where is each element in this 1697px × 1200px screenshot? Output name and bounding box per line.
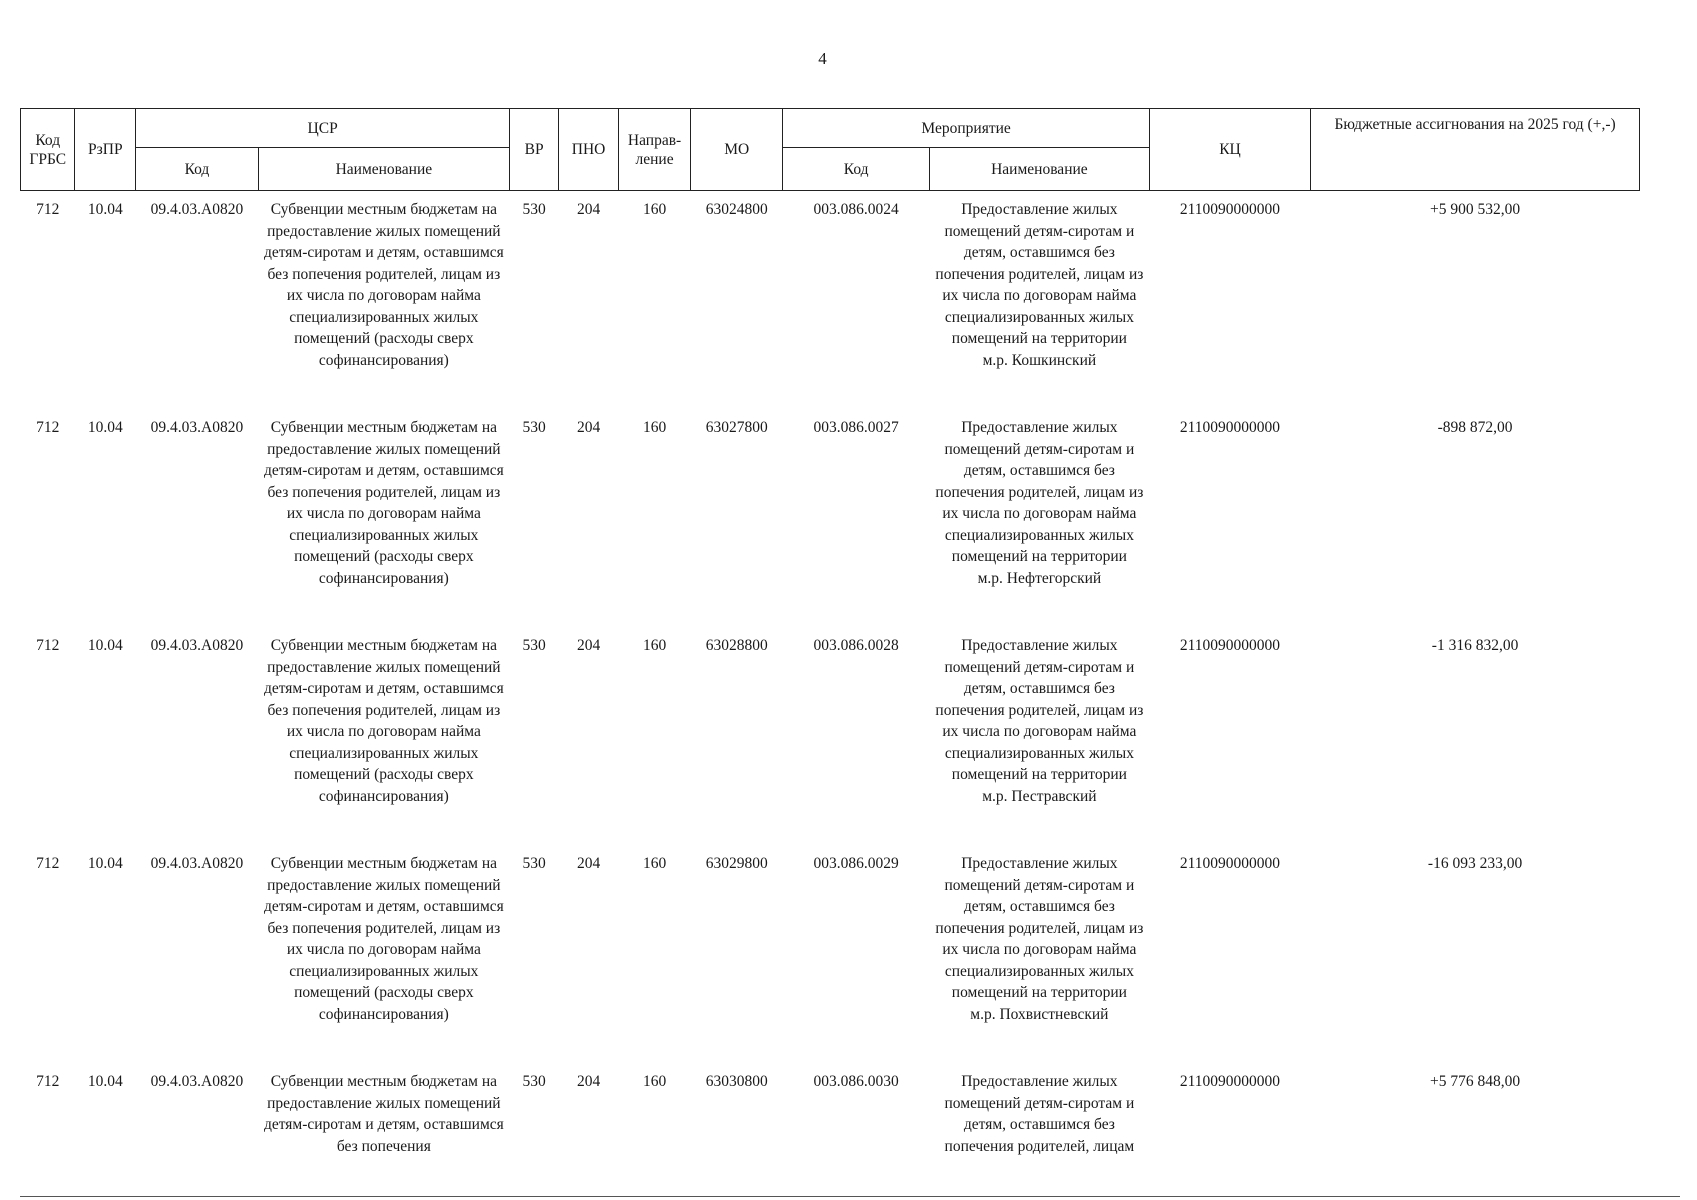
cell-csr-code: 09.4.03.А0820	[150, 419, 244, 436]
cell-event-name	[929, 845, 1149, 1063]
cell-event-name	[929, 627, 1149, 845]
cell-kc: 2110090000000	[1179, 1073, 1281, 1090]
cell-amount: -898 872,00	[1437, 419, 1513, 436]
cell-napravlenie: 160	[642, 1073, 667, 1090]
cell-grbs: 712	[36, 201, 60, 218]
cell-kc: 2110090000000	[1179, 637, 1281, 654]
cell-pno: 204	[576, 419, 601, 436]
table-row	[21, 409, 1640, 627]
event-district: м.р. Пестравский	[982, 787, 1097, 805]
cell-rzpr: 10.04	[87, 855, 123, 872]
cell-mo: 63030800	[705, 1073, 768, 1090]
cell-amount: -16 093 233,00	[1427, 855, 1523, 872]
cell-event-code: 003.086.0027	[813, 419, 899, 436]
cell-vr: 530	[522, 201, 546, 218]
header-mer-kod: Код	[783, 148, 930, 191]
table-row	[21, 1063, 1640, 1171]
header-budget: Бюджетные ассигнования на 2025 год (+,-)	[1311, 109, 1640, 191]
cell-napravlenie: 160	[642, 637, 667, 654]
event-district: м.р. Кошкинский	[982, 351, 1097, 369]
cell-amount: -1 316 832,00	[1431, 637, 1519, 654]
cell-kc: 2110090000000	[1179, 201, 1281, 218]
header-mo: МО	[691, 109, 783, 191]
header-meropriyatie: Мероприятие	[783, 109, 1150, 148]
cell-amount: +5 776 848,00	[1429, 1073, 1521, 1090]
cell-event-name	[929, 1063, 1149, 1171]
header-kc: КЦ	[1149, 109, 1310, 191]
table-row	[21, 845, 1640, 1063]
cell-csr-name: Субвенции местным бюджетам на предоставление жилых помещений детям-сиротам и детям, оставшимся без попечения родителей, лицам из их числа по договорам найма специализированных жилых помещений (расходы сверх софинансирования)	[263, 855, 504, 1023]
cell-vr: 530	[522, 855, 546, 872]
cell-event-name	[929, 409, 1149, 627]
cell-csr-code: 09.4.03.А0820	[150, 1073, 244, 1090]
cell-csr-name: Субвенции местным бюджетам на предоставление жилых помещений детям-сиротам и детям, оставшимся без попечения родителей, лицам из их числа по договорам найма специализированных жилых помещений (расходы сверх софинансирования)	[263, 201, 504, 369]
cell-mo: 63027800	[705, 419, 768, 436]
cell-kc: 2110090000000	[1179, 855, 1281, 872]
page-bottom-border	[20, 1196, 1680, 1197]
cell-rzpr: 10.04	[87, 201, 123, 218]
table-row	[21, 627, 1640, 845]
table-header	[21, 109, 1640, 191]
cell-csr-name: Субвенции местным бюджетам на предоставление жилых помещений детям-сиротам и детям, оставшимся без попечения родителей, лицам из их числа по договорам найма специализированных жилых помещений (расходы сверх софинансирования)	[263, 637, 504, 805]
table-body	[21, 191, 1640, 1172]
cell-amount: +5 900 532,00	[1429, 201, 1521, 218]
cell-napravlenie: 160	[642, 855, 667, 872]
cell-vr: 530	[522, 1073, 546, 1090]
event-district: м.р. Нефтегорский	[977, 569, 1102, 587]
cell-event-code: 003.086.0029	[813, 855, 899, 872]
event-district: м.р. Похвистневский	[970, 1005, 1109, 1023]
cell-grbs: 712	[36, 419, 60, 436]
cell-csr-name: Субвенции местным бюджетам на предоставление жилых помещений детям-сиротам и детям, оставшимся без попечения родителей, лицам из их числа по договорам найма специализированных жилых помещений (расходы сверх софинансирования)	[263, 419, 504, 587]
table-row	[21, 191, 1640, 410]
cell-rzpr: 10.04	[87, 637, 123, 654]
cell-mo: 63024800	[705, 201, 768, 218]
cell-grbs: 712	[36, 855, 60, 872]
event-name-text: Предоставление жилых помещений детям-сиротам и детям, оставшимся без попечения родителей, лицам	[944, 1073, 1135, 1155]
header-napravlenie: Направ-ление	[618, 109, 690, 191]
cell-grbs: 712	[36, 637, 60, 654]
header-vr: ВР	[510, 109, 559, 191]
cell-csr-code: 09.4.03.А0820	[150, 201, 244, 218]
header-mer-name: Наименование	[929, 148, 1149, 191]
cell-pno: 204	[576, 637, 601, 654]
cell-csr-name: Субвенции местным бюджетам на предоставление жилых помещений детям-сиротам и детям, оставшимся без попечения	[263, 1073, 504, 1155]
cell-kc: 2110090000000	[1179, 419, 1281, 436]
header-kod-grbs: Код ГРБС	[21, 109, 75, 191]
cell-csr-code: 09.4.03.А0820	[150, 637, 244, 654]
cell-napravlenie: 160	[642, 419, 667, 436]
header-csr-name: Наименование	[258, 148, 509, 191]
event-name-text: Предоставление жилых помещений детям-сиротам и детям, оставшимся без попечения родителей, лицам из их числа по договорам найма специализированных жилых помещений на территории	[935, 855, 1144, 1001]
header-pno: ПНО	[559, 109, 619, 191]
cell-rzpr: 10.04	[87, 1073, 123, 1090]
header-csr-kod: Код	[136, 148, 259, 191]
event-name-text: Предоставление жилых помещений детям-сиротам и детям, оставшимся без попечения родителей, лицам из их числа по договорам найма специализированных жилых помещений на территории	[935, 419, 1144, 565]
cell-pno: 204	[576, 855, 601, 872]
cell-csr-code: 09.4.03.А0820	[150, 855, 244, 872]
event-name-text: Предоставление жилых помещений детям-сиротам и детям, оставшимся без попечения родителей, лицам из их числа по договорам найма специализированных жилых помещений на территории	[935, 201, 1144, 347]
page-number: 4	[818, 49, 827, 68]
cell-event-code: 003.086.0030	[813, 1073, 899, 1090]
budget-table	[20, 108, 1640, 1171]
cell-vr: 530	[522, 637, 546, 654]
cell-pno: 204	[576, 201, 601, 218]
cell-vr: 530	[522, 419, 546, 436]
cell-rzpr: 10.04	[87, 419, 123, 436]
cell-mo: 63029800	[705, 855, 768, 872]
cell-event-code: 003.086.0024	[813, 201, 899, 218]
header-rzpr: РзПР	[75, 109, 136, 191]
cell-grbs: 712	[36, 1073, 60, 1090]
header-csr: ЦСР	[136, 109, 510, 148]
cell-event-code: 003.086.0028	[813, 637, 899, 654]
event-name-text: Предоставление жилых помещений детям-сиротам и детям, оставшимся без попечения родителей, лицам из их числа по договорам найма специализированных жилых помещений на территории	[935, 637, 1144, 783]
cell-pno: 204	[576, 1073, 601, 1090]
cell-event-name	[929, 191, 1149, 410]
cell-napravlenie: 160	[642, 201, 667, 218]
cell-mo: 63028800	[705, 637, 768, 654]
